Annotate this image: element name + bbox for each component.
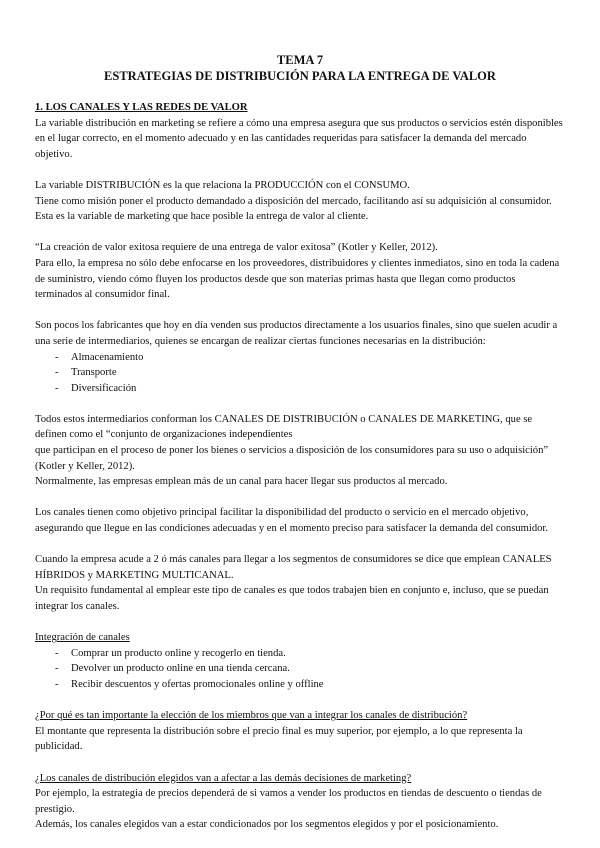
quote-kotler: “La creación de valor exitosa requiere de una entrega de valor exitosa” (Kotler y Keller, 2012). — [35, 242, 438, 254]
answer-pricing: Por ejemplo, la estrategia de precios dependerá de si vamos a vender los productos en tiendas de descuento o tiendas de prestigio. — [35, 788, 542, 815]
document-subtitle: ESTRATEGIAS DE DISTRIBUCIÓN PARA LA ENTREGA DE VALOR — [104, 69, 496, 83]
list-item: - Diversificación — [35, 381, 565, 397]
list-item: - Comprar un producto online y recogerlo en tienda. — [35, 646, 565, 662]
integration-heading: Integración de canales — [35, 632, 130, 644]
paragraph-distribution: La variable DISTRIBUCIÓN es la que relaciona la PRODUCCIÓN con el CONSUMO. — [35, 179, 410, 191]
list-item: - Transporte — [35, 365, 565, 381]
paragraph-intermediaries: Son pocos los fabricantes que hoy en día venden sus productos directamente a los usuarios finales, sino que suelen acudir a una serie de intermediarios, quienes se encargan de realizar ciertas funciones necesarias en la distribución: — [35, 320, 558, 347]
paragraph-supply-chain: Para ello, la empresa no sólo debe enfocarse en los proveedores, distribuidores y clientes inmediatos, sino en toda la cadena de suministro, viendo cómo fluyen los productos desde que son materias primas hasta que llegan como productos terminados al consumidor final. — [35, 257, 560, 301]
paragraph-mission: Tiene como misión poner el producto demandado a disposición del mercado, facilitando así su adquisición al consumidor. Esta es la variable de marketing que hace posible la entrega de valor al cliente. — [35, 195, 552, 223]
integration-list — [35, 646, 565, 693]
question-members: ¿Por qué es tan importante la elección de los miembros que van a integrar los canales de distribución? — [35, 710, 468, 722]
document-body — [35, 100, 565, 833]
paragraph-multiple-channels: Normalmente, las empresas emplean más de un canal para hacer llegar sus productos al mercado. — [35, 476, 448, 488]
section-heading: 1. LOS CANALES Y LAS REDES DE VALOR — [35, 102, 248, 113]
paragraph-definition: La variable distribución en marketing se refiere a cómo una empresa asegura que sus productos o servicios estén disponibles en el lugar correcto, en el momento adecuado y en las cantidades requeridas para satisfacer la demanda del mercado objetivo. — [35, 117, 563, 160]
list-item: - Devolver un producto online en una tienda cercana. — [35, 661, 565, 677]
list-item: - Almacenamiento — [35, 350, 565, 366]
answer-members: El montante que representa la distribución sobre el precio final es muy superior, por ejemplo, a lo que representa la publicidad. — [35, 725, 523, 753]
paragraph-channels-definition: Todos estos intermediarios conforman los CANALES DE DISTRIBUCIÓN o CANALES DE MARKETING, que se definen como el “conjunto de organizaciones independientes — [35, 413, 533, 441]
document-title: TEMA 7 — [276, 53, 324, 67]
paragraph-channel-objective: Los canales tienen como objetivo principal facilitar la disponibilidad del producto o servicio en el mercado objetivo, asegurando que llegue en las condiciones adecuadas y en el momento preciso para satisfacer la demanda del consumidor. — [35, 507, 549, 535]
list-item: - Recibir descuentos y ofertas promocionales online y offline — [35, 677, 565, 693]
functions-list — [35, 350, 565, 397]
answer-positioning: Además, los canales elegidos van a estar condicionados por los segmentos elegidos y por el posicionamiento. — [35, 819, 499, 831]
question-decisions: ¿Los canales de distribución elegidos van a afectar a las demás decisiones de marketing? — [35, 772, 412, 784]
paragraph-integration-requirement: Un requisito fundamental al emplear este tipo de canales es que todos trabajen bien en conjunto e, incluso, que se puedan integrar los canales. — [35, 585, 549, 612]
paragraph-channels-definition-cont: que participan en el proceso de poner los bienes o servicios a disposición de los consumidores para su uso o adquisición” (Kotler y Keller, 2012). — [35, 445, 549, 472]
paragraph-hybrid-channels: Cuando la empresa acude a 2 ó más canales para llegar a los segmentos de consumidores se dice que emplean CANALES HÍBRIDOS y MARKETING MULTICANAL. — [35, 554, 552, 581]
